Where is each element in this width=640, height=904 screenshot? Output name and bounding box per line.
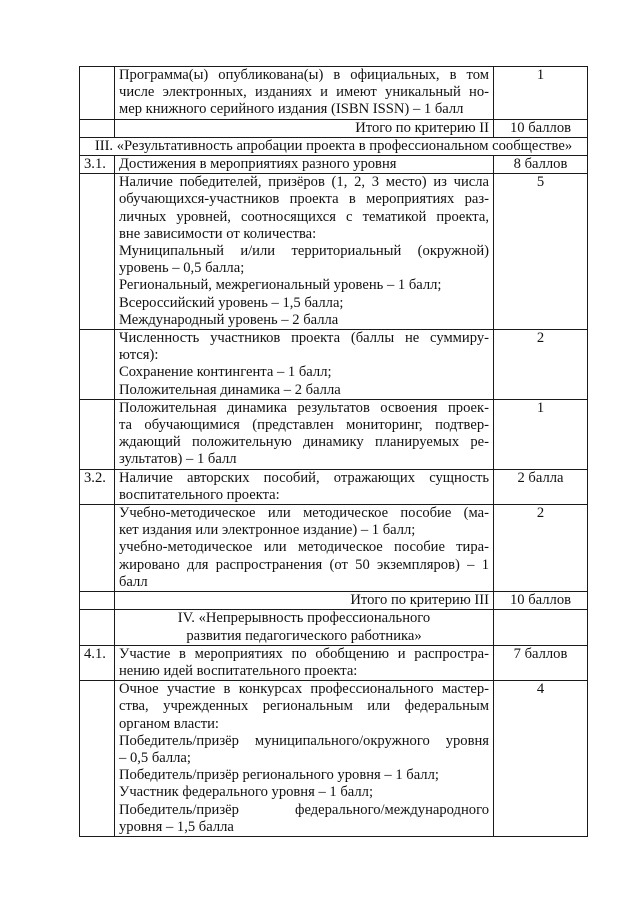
section-header-row — [80, 610, 588, 645]
table-row — [80, 399, 588, 469]
section-title: IV. «Непрерывность профессионального развития педагогического работника» — [115, 610, 494, 645]
criterion-number: 3.1. — [80, 156, 115, 174]
total-label: Итого по критерию III — [115, 592, 494, 610]
total-row — [80, 119, 588, 137]
table-row — [80, 330, 588, 400]
table-row — [80, 505, 588, 592]
criterion-description: Численность участников проекта (баллы не суммиру- ются): Сохранение контингента – 1 балл; Положительная динамика – 2 балла — [115, 330, 494, 400]
criterion-description: Программа(ы) опубликована(ы) в официальных, в том числе электронных, изданиях и имеют уникальный но- мер книжного серийного издания (ISBN ISSN) – 1 балл — [115, 67, 494, 120]
total-row — [80, 592, 588, 610]
criterion-number: 3.2. — [80, 469, 115, 504]
criterion-points: 2 балла — [494, 469, 588, 504]
total-label: Итого по критерию II — [115, 119, 494, 137]
criterion-description: Наличие авторских пособий, отражающих сущность воспитательного проекта: — [115, 469, 494, 504]
criterion-description: Очное участие в конкурсах профессионального мастер- ства, учрежденных региональным или федеральным органом власти: Победитель/призёр муниципального/окружного уровня – 0,5 балла; Победитель/призёр регионального уровня – 1 балл; Участник федерального уровня – 1 балл; Победитель/призёр федерального/международного уровня – 1,5 балла — [115, 681, 494, 837]
total-points: 10 баллов — [494, 119, 588, 137]
criterion-title: Достижения в мероприятиях разного уровня — [115, 156, 494, 174]
table-row — [80, 174, 588, 330]
criterion-points: 8 баллов — [494, 156, 588, 174]
points-cell: 2 — [494, 505, 588, 592]
total-points: 10 баллов — [494, 592, 588, 610]
criterion-row — [80, 469, 588, 504]
section-header-row — [80, 137, 588, 155]
criterion-points: 7 баллов — [494, 645, 588, 680]
criterion-row — [80, 156, 588, 174]
criteria-table — [79, 66, 588, 837]
criterion-description: Положительная динамика результатов освоения проек- та обучающимися (представлен мониторинг, подтвер- ждающий положительную динамику планируемых ре- зультатов) – 1 балл — [115, 399, 494, 469]
row-number-cell — [80, 67, 115, 120]
table-row — [80, 681, 588, 837]
criterion-description: Учебно-методическое или методическое пособие (ма- кет издания или электронное издание) – 1 балл; учебно-методическое или методическое пособие тира- жировано для распространения (от 50 экземпляров) – 1 балл — [115, 505, 494, 592]
points-cell: 1 — [494, 67, 588, 120]
criterion-description: Наличие победителей, призёров (1, 2, 3 место) из числа обучающихся-участников проекта в мероприятиях раз- личных уровней, соотносящихся с тематикой проекта, вне зависимости от количества: Муниципальный и/или территориальный (окружной) уровень – 0,5 балла; Региональный, межрегиональный уровень – 1 балл; Всероссийский уровень – 1,5 балла; Международный уровень – 2 балла — [115, 174, 494, 330]
criterion-description: Участие в мероприятиях по обобщению и распростра- нению идей воспитательного проекта: — [115, 645, 494, 680]
criterion-row — [80, 645, 588, 680]
points-cell: 2 — [494, 330, 588, 400]
criterion-number: 4.1. — [80, 645, 115, 680]
points-cell: 5 — [494, 174, 588, 330]
points-cell: 1 — [494, 399, 588, 469]
section-title: III. «Результативность апробации проекта в профессиональном сообществе» — [80, 137, 588, 155]
points-cell: 4 — [494, 681, 588, 837]
table-row — [80, 67, 588, 120]
